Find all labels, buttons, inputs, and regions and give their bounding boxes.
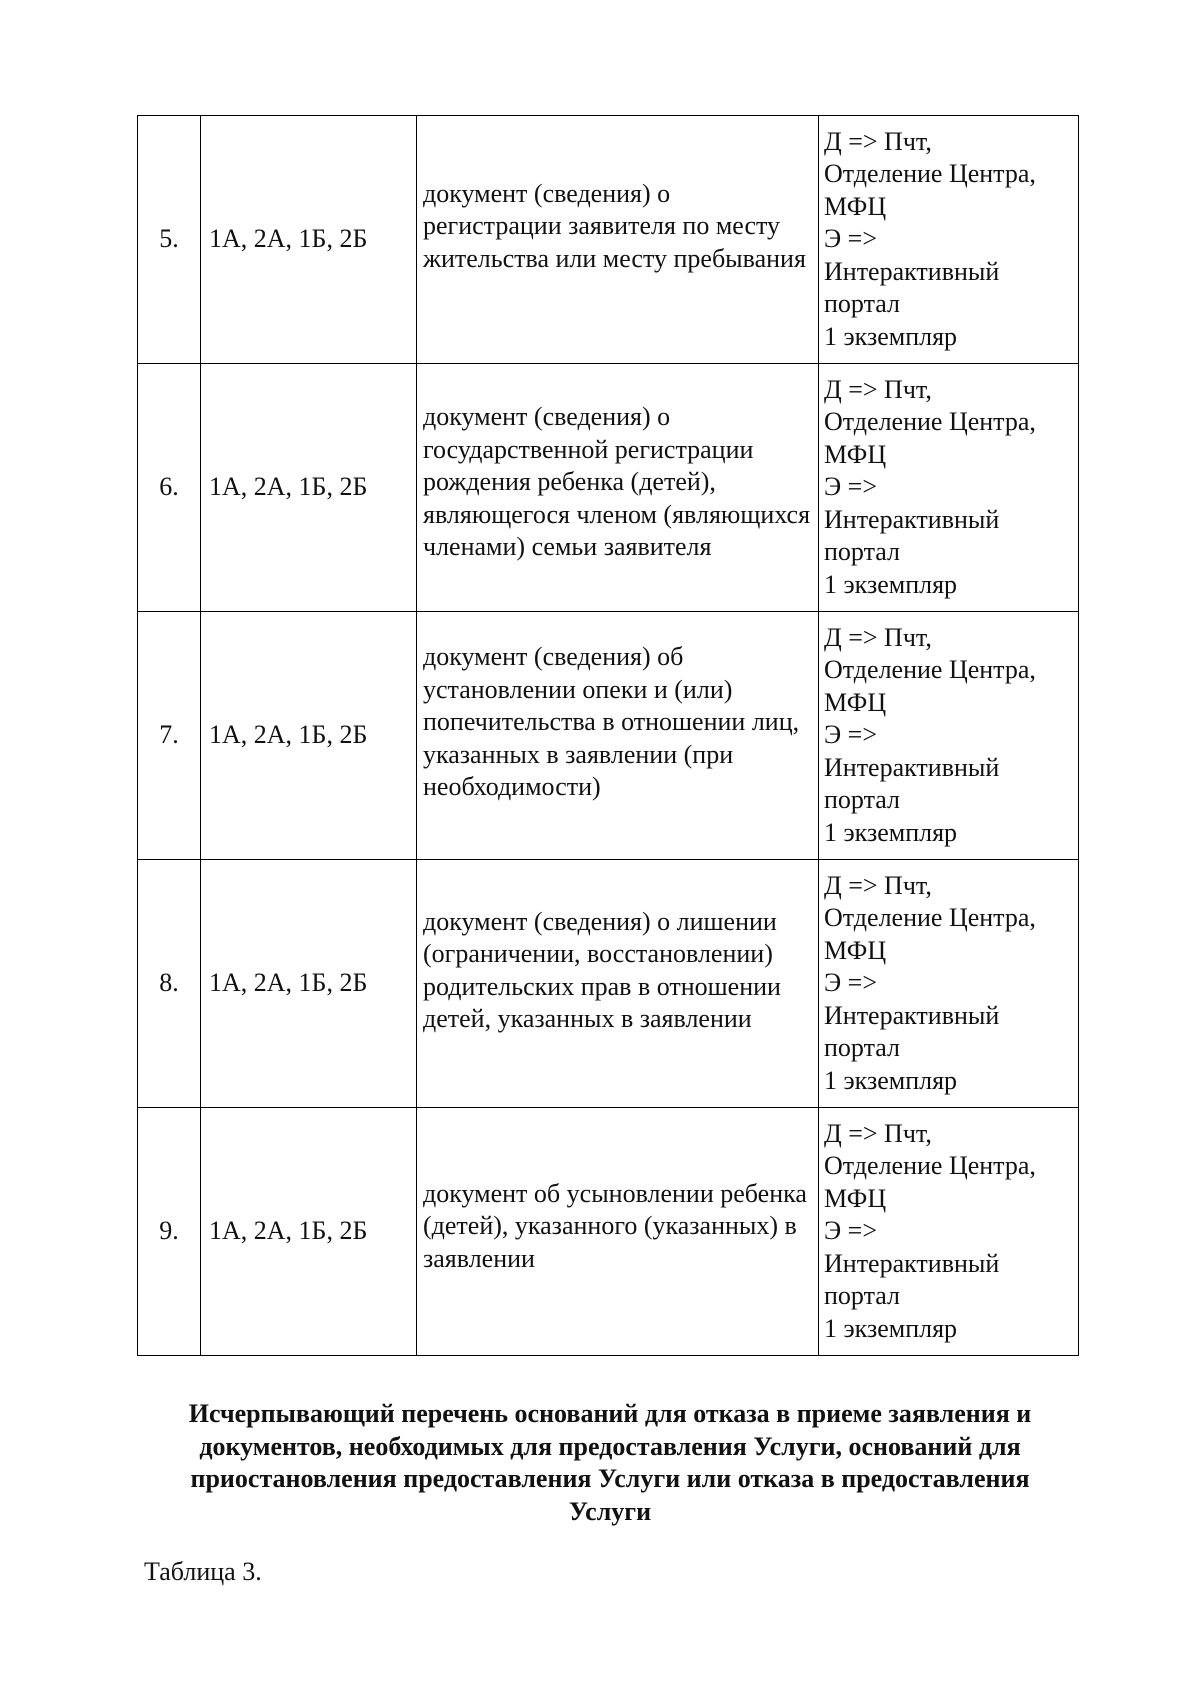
submission-method xyxy=(819,116,1079,364)
table-row xyxy=(138,860,1079,1108)
method-line: Отделение Центра, xyxy=(824,159,1036,189)
method-line: Д => Пчт, xyxy=(824,374,932,404)
document-description xyxy=(417,1108,819,1356)
method-line: 1 экземпляр xyxy=(824,569,958,599)
table-caption: Таблица 3. xyxy=(144,1557,262,1586)
row-number: 9. xyxy=(138,1108,201,1356)
section-heading: Исчерпывающий перечень оснований для отказа в приеме заявления и документов, необходимых для предоставления Услуги, оснований для приостановления предоставления Услуги или отказа в предоставления Услуги xyxy=(188,1399,1032,1526)
method-line: 1 экземпляр xyxy=(824,321,958,351)
row-number: 7. xyxy=(138,612,201,860)
applicant-categories: 1А, 2А, 1Б, 2Б xyxy=(201,612,417,860)
row-number: 5. xyxy=(138,116,201,364)
method-line: 1 экземпляр xyxy=(824,817,958,847)
table-row xyxy=(138,364,1079,612)
applicant-categories: 1А, 2А, 1Б, 2Б xyxy=(201,364,417,612)
method-line: Э => xyxy=(824,1216,877,1246)
table-row xyxy=(138,116,1079,364)
documents-table xyxy=(137,115,1079,1356)
method-line: Отделение Центра, xyxy=(824,407,1036,437)
method-line: Д => Пчт, xyxy=(824,870,932,900)
method-line: Интерактивный xyxy=(824,256,1000,286)
document-text: документ (сведения) о государственной регистрации рождения ребенка (детей), являющегося членом (являющихся членами) семьи заявителя xyxy=(423,402,811,562)
method-line: 1 экземпляр xyxy=(824,1313,958,1343)
method-line: Интерактивный xyxy=(824,504,1000,534)
method-line: МФЦ xyxy=(824,1183,887,1213)
submission-method xyxy=(819,612,1079,860)
submission-method xyxy=(819,364,1079,612)
document-text: документ об усыновлении ребенка (детей), указанного (указанных) в заявлении xyxy=(423,1178,807,1273)
method-line: портал xyxy=(824,537,900,567)
method-line: МФЦ xyxy=(824,191,887,221)
document-description xyxy=(417,860,819,1108)
method-line: Интерактивный xyxy=(824,752,1000,782)
row-number: 6. xyxy=(138,364,201,612)
method-line: Д => Пчт, xyxy=(824,126,932,156)
document-text: документ (сведения) о регистрации заявителя по месту жительства или месту пребывания xyxy=(423,178,806,273)
method-line: МФЦ xyxy=(824,687,887,717)
document-text: документ (сведения) о лишении (ограничении, восстановлении) родительских прав в отношении детей, указанных в заявлении xyxy=(423,906,781,1033)
method-line: МФЦ xyxy=(824,439,887,469)
submission-method xyxy=(819,1108,1079,1356)
document-text: документ (сведения) об установлении опеки и (или) попечительства в отношении лиц, указанных в заявлении (при необходимости) xyxy=(423,642,800,802)
submission-method xyxy=(819,860,1079,1108)
row-number: 8. xyxy=(138,860,201,1108)
method-line: 1 экземпляр xyxy=(824,1065,958,1095)
table-row xyxy=(138,612,1079,860)
method-line: Э => xyxy=(824,720,877,750)
applicant-categories: 1А, 2А, 1Б, 2Б xyxy=(201,860,417,1108)
method-line: портал xyxy=(824,1281,900,1311)
table-row xyxy=(138,1108,1079,1356)
method-line: Д => Пчт, xyxy=(824,1118,932,1148)
document-description xyxy=(417,364,819,612)
document-description xyxy=(417,612,819,860)
method-line: Э => xyxy=(824,224,877,254)
method-line: Отделение Центра, xyxy=(824,655,1036,685)
method-line: портал xyxy=(824,289,900,319)
method-line: Э => xyxy=(824,968,877,998)
method-line: Интерактивный xyxy=(824,1248,1000,1278)
method-line: Э => xyxy=(824,472,877,502)
method-line: Отделение Центра, xyxy=(824,903,1036,933)
method-line: портал xyxy=(824,785,900,815)
method-line: Интерактивный xyxy=(824,1000,1000,1030)
method-line: портал xyxy=(824,1033,900,1063)
applicant-categories: 1А, 2А, 1Б, 2Б xyxy=(201,116,417,364)
method-line: МФЦ xyxy=(824,935,887,965)
applicant-categories: 1А, 2А, 1Б, 2Б xyxy=(201,1108,417,1356)
method-line: Д => Пчт, xyxy=(824,622,932,652)
method-line: Отделение Центра, xyxy=(824,1151,1036,1181)
document-description xyxy=(417,116,819,364)
